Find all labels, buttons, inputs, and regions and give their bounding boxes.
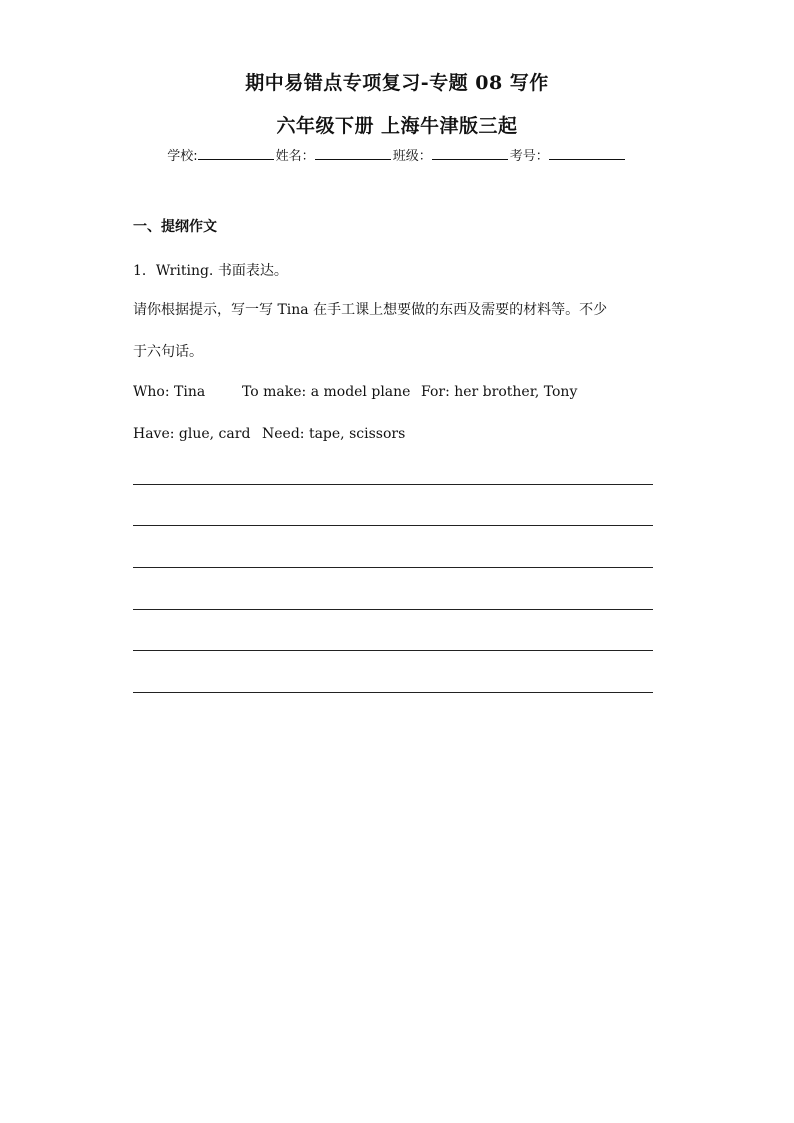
hints-row-2 [133, 426, 405, 442]
class-blank[interactable] [432, 145, 508, 160]
document-subtitle: 六年级下册 上海牛津版三起 [276, 115, 518, 137]
hints-row-1 [133, 384, 577, 400]
answer-line[interactable] [133, 525, 653, 526]
name-label: 姓名： [275, 149, 315, 164]
hint-need: Need: tape, scissors [262, 426, 406, 442]
number-label: 考号： [509, 149, 549, 164]
document-title: 期中易错点专项复习-专题 08 写作 [245, 72, 549, 94]
section-heading: 一、提纲作文 [133, 219, 217, 235]
hint-for: For: her brother, Tony [421, 384, 578, 400]
question-number: 1．Writing. 书面表达。 [133, 263, 288, 279]
answer-line[interactable] [133, 650, 653, 651]
number-blank[interactable] [549, 145, 625, 160]
class-label: 班级： [392, 149, 432, 164]
school-label: 学校: [167, 149, 198, 164]
answer-line[interactable] [133, 609, 653, 610]
student-info-line [0, 145, 794, 164]
instruction-line-1: 请你根据提示，写一写 Tina 在手工课上想要做的东西及需要的材料等。不少 [133, 302, 608, 318]
hint-have: Have: glue, card [133, 426, 251, 442]
name-blank[interactable] [315, 145, 391, 160]
hint-who: Who: Tina [133, 384, 206, 400]
answer-line[interactable] [133, 484, 653, 485]
school-blank[interactable] [198, 145, 274, 160]
answer-line[interactable] [133, 567, 653, 568]
answer-line[interactable] [133, 692, 653, 693]
instruction-line-2: 于六句话。 [133, 344, 203, 360]
hint-to-make: To make: a model plane [242, 384, 411, 400]
